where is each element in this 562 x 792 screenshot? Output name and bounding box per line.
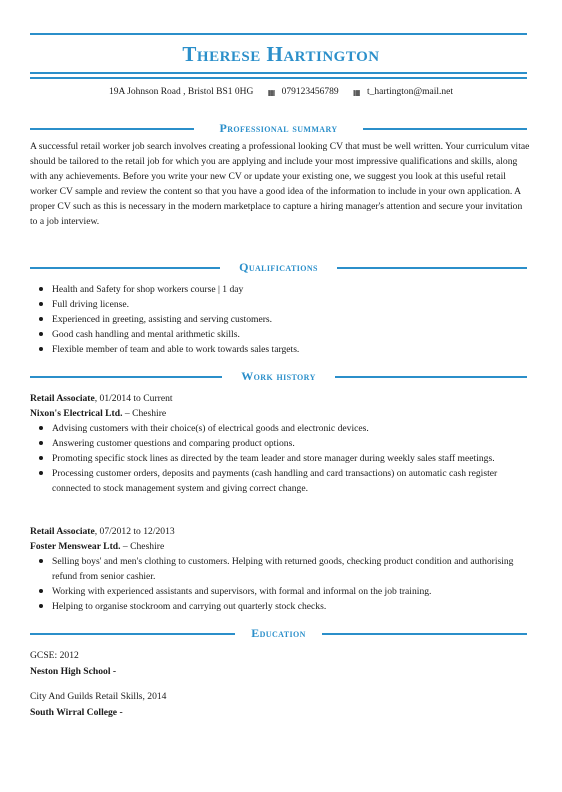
job-title-line: [30, 524, 175, 539]
list-item: Helping to organise stockroom and carrying out quarterly stock checks.: [30, 599, 530, 614]
qualifications-title: Qualifications: [239, 260, 318, 274]
education-school: South Wirral College -: [30, 707, 123, 718]
job-duties-list: [30, 421, 530, 496]
education-qualification-line: [30, 648, 79, 663]
list-item: Selling boys' and men's clothing to customers. Helping with returned goods, checking product condition and authorising refund from senior cashier.: [30, 554, 530, 584]
education-heading: [30, 626, 527, 640]
work-heading: [30, 369, 527, 383]
list-item: Health and Safety for shop workers course | 1 day: [30, 282, 530, 297]
phone-icon: ▦: [267, 87, 276, 97]
education-year: : 2012: [54, 650, 79, 661]
job-company-line: [30, 539, 164, 554]
education-qualification: City And Guilds Retail Skills: [30, 691, 143, 702]
job-dates: , 01/2014 to Current: [94, 393, 173, 404]
contact-line: [0, 87, 562, 97]
qualifications-list: [30, 282, 530, 357]
work-title: Work history: [241, 369, 316, 383]
email-link[interactable]: t_hartington@mail.net: [366, 87, 454, 97]
list-item: Answering customer questions and comparing product options.: [30, 436, 530, 451]
education-title: Education: [251, 626, 306, 640]
phone-text: 079123456789: [281, 87, 339, 97]
list-item: Experienced in greeting, assisting and serving customers.: [30, 312, 530, 327]
summary-text: A successful retail worker job search involves creating a professional looking CV that must be well written. Your curriculum vitae should be tailored to the retail job for which you are applying and include your most impressive qualifications and skills, along with any achievements. Before you write your new CV or update your existing one, we suggest you look at this useful retail worker CV sample and review the content so that you have a good idea of the information to include in your own application. A proper CV such as this is necessary in the modern marketplace to capture a hiring manager's attention and secure your invitation to a job interview.: [30, 141, 530, 228]
list-item: Advising customers with their choice(s) of electrical goods and electronic devices.: [30, 421, 530, 436]
summary-heading: [30, 121, 527, 135]
job-company: Nixon's Electrical Ltd.: [30, 408, 123, 419]
list-item: Working with experienced assistants and supervisors, with formal and informal on the job training.: [30, 584, 530, 599]
job-dates: , 07/2012 to 12/2013: [94, 526, 175, 537]
job-title: Retail Associate: [30, 526, 95, 537]
education-qualification: GCSE: [30, 650, 55, 661]
job-title-line: [30, 391, 173, 406]
header-rule-upper: [30, 72, 527, 74]
header-top-rule: [30, 33, 527, 35]
education-year: , 2014: [142, 691, 167, 702]
job-location: – Cheshire: [122, 408, 167, 419]
education-school: Neston High School -: [30, 666, 117, 677]
job-title: Retail Associate: [30, 393, 95, 404]
list-item: Full driving license.: [30, 297, 530, 312]
header-rule-lower: [30, 77, 527, 79]
job-location: – Cheshire: [120, 541, 165, 552]
address-text: 19A Johnson Road , Bristol BS1 0HG: [108, 87, 254, 97]
email-icon: ▦: [353, 87, 361, 97]
list-item: Flexible member of team and able to work towards sales targets.: [30, 342, 530, 357]
job-duties-list: [30, 554, 530, 614]
education-qualification-line: [30, 689, 166, 704]
list-item: Good cash handling and mental arithmetic skills.: [30, 327, 530, 342]
list-item: Promoting specific stock lines as directed by the team leader and store manager during weekly sales staff meetings.: [30, 451, 530, 466]
list-item: Processing customer orders, deposits and payments (cash handling and card transactions) on automatic cash register connected to stock management system and giving correct change.: [30, 466, 530, 496]
summary-title: Professional summary: [219, 121, 338, 135]
job-company-line: [30, 406, 166, 421]
candidate-name: Therese Hartington: [182, 42, 380, 66]
qualifications-heading: [30, 260, 527, 274]
job-company: Foster Menswear Ltd.: [30, 541, 121, 552]
